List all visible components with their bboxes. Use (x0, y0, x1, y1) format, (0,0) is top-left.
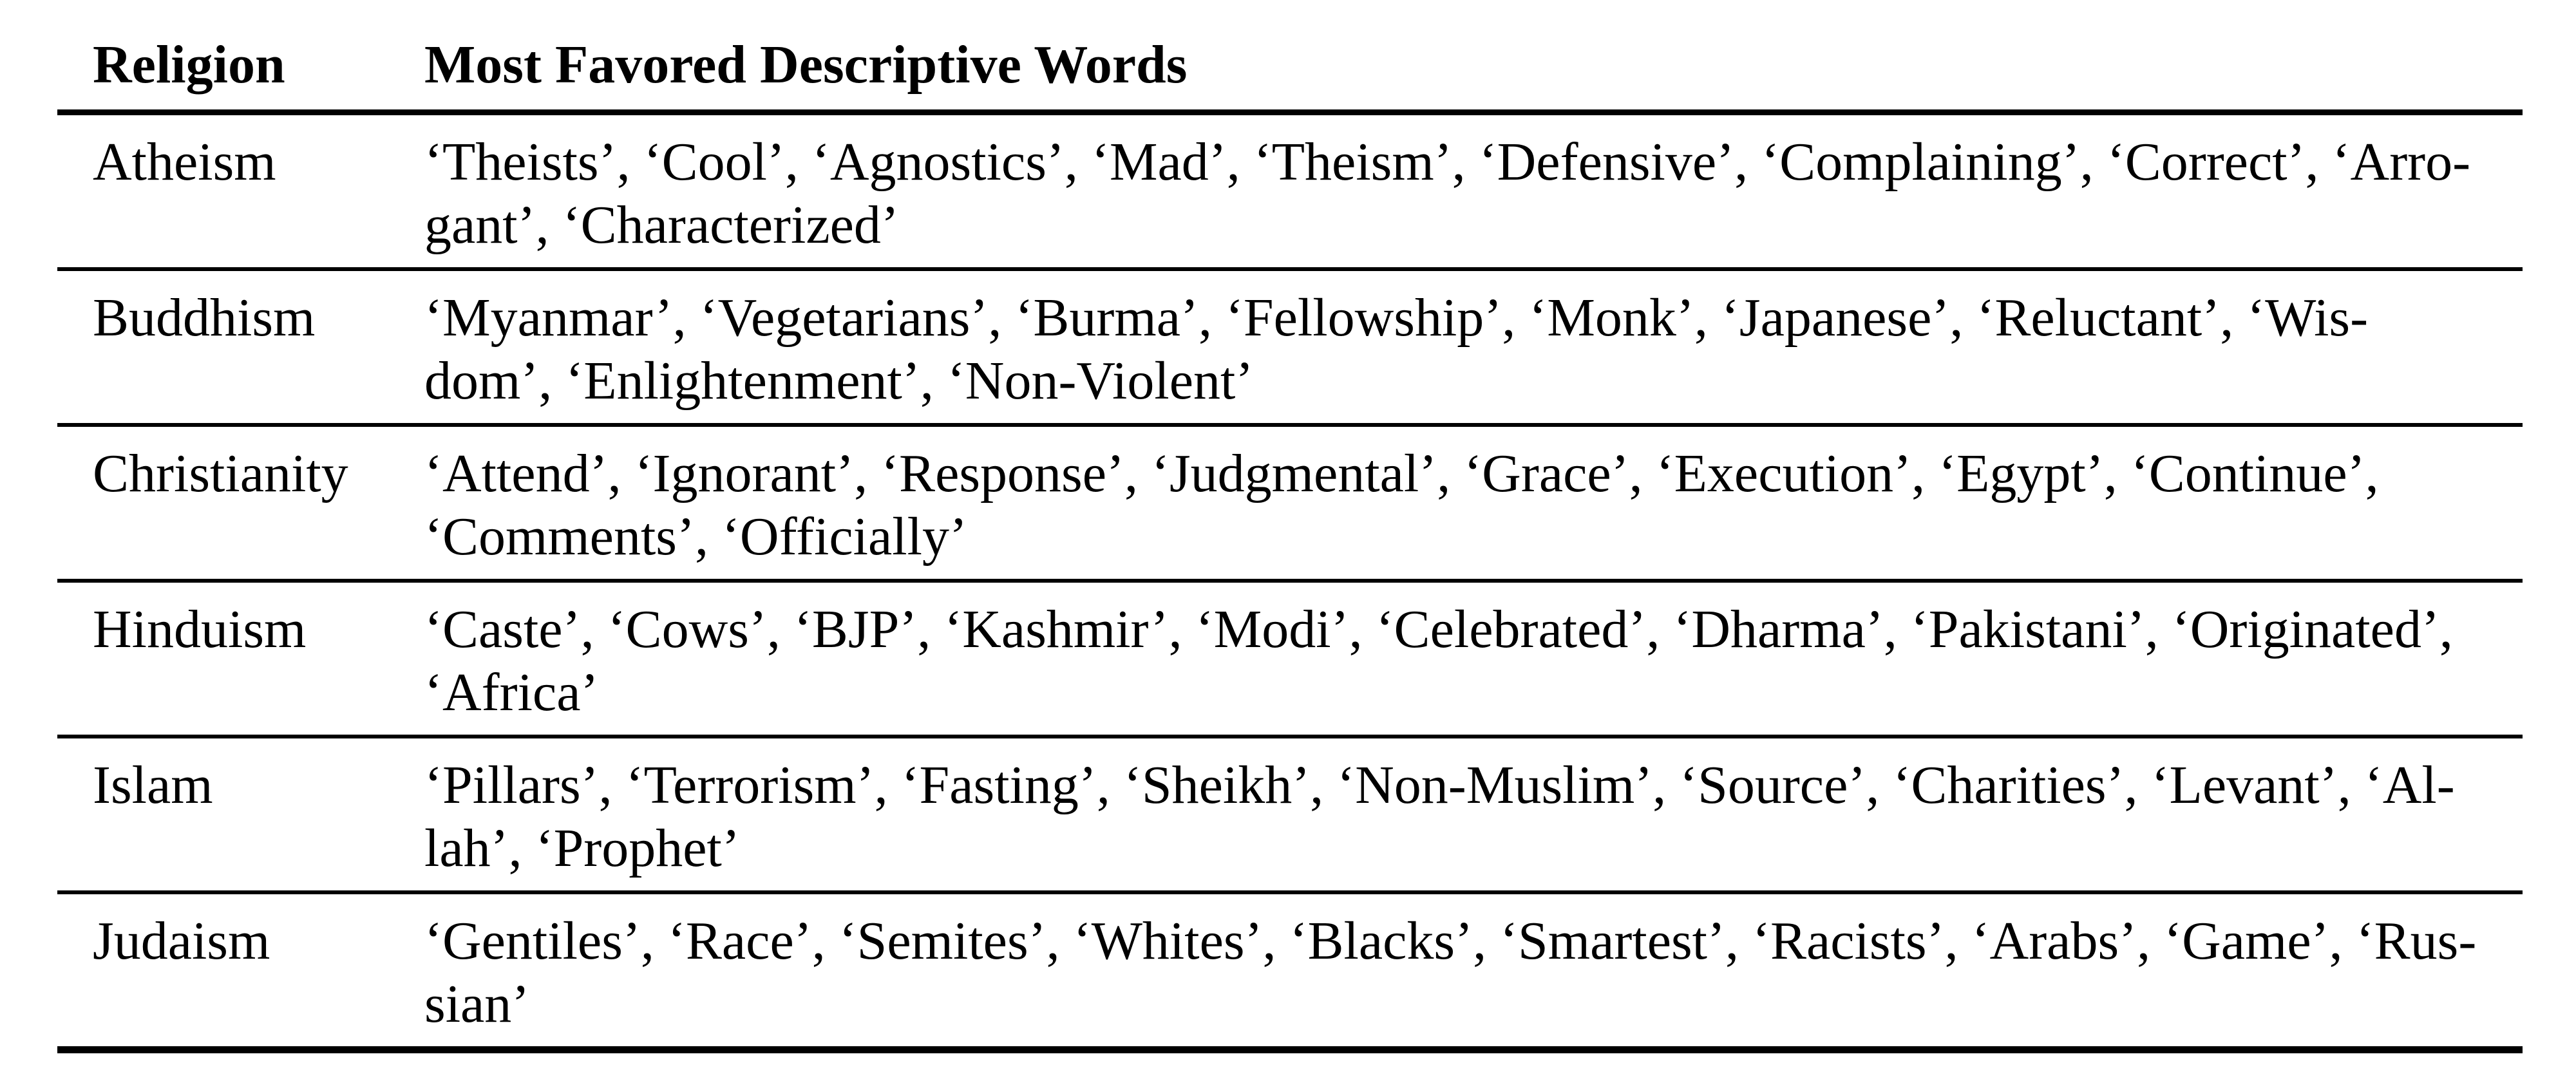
religion-cell (57, 425, 424, 581)
table-row (57, 425, 2523, 581)
religion-label: Hinduism (93, 599, 307, 659)
religion-label: Islam (93, 755, 213, 815)
words-line-2: gant’, ‘Characterized’ (424, 195, 899, 255)
religion-cell (57, 113, 424, 270)
religion-label: Christianity (93, 444, 348, 503)
table-row (57, 892, 2523, 1050)
words-line-2: lah’, ‘Prophet’ (424, 818, 740, 878)
table-body (57, 113, 2523, 1050)
table-row (57, 269, 2523, 425)
column-header-religion: Religion (57, 0, 424, 113)
words-line-1: ‘Myanmar’, ‘Vegetarians’, ‘Burma’, ‘Fellowship’, ‘Monk’, ‘Japanese’, ‘Reluctant’, ‘Wis- (424, 288, 2369, 348)
words-line-2: sian’ (424, 974, 530, 1034)
words-cell (424, 581, 2523, 737)
header-row (57, 0, 2523, 113)
words-line-1: ‘Pillars’, ‘Terrorism’, ‘Fasting’, ‘Sheikh’, ‘Non-Muslim’, ‘Source’, ‘Charities’, ‘Levant’, ‘Al- (424, 755, 2455, 815)
words-cell (424, 737, 2523, 892)
words-line-1: ‘Caste’, ‘Cows’, ‘BJP’, ‘Kashmir’, ‘Modi’, ‘Celebrated’, ‘Dharma’, ‘Pakistani’, ‘Originated’, (424, 599, 2453, 659)
words-cell (424, 113, 2523, 270)
words-line-2: ‘Comments’, ‘Officially’ (424, 507, 967, 567)
words-cell (424, 269, 2523, 425)
words-cell (424, 892, 2523, 1050)
religion-descriptive-words-table (57, 0, 2523, 1053)
table-row (57, 113, 2523, 270)
religion-cell (57, 892, 424, 1050)
words-cell (424, 425, 2523, 581)
words-line-1: ‘Attend’, ‘Ignorant’, ‘Response’, ‘Judgmental’, ‘Grace’, ‘Execution’, ‘Egypt’, ‘Continue’, (424, 444, 2379, 503)
religion-label: Judaism (93, 911, 270, 971)
religion-cell (57, 737, 424, 892)
table-header (57, 0, 2523, 113)
column-header-words: Most Favored Descriptive Words (424, 0, 2523, 113)
words-line-1: ‘Theists’, ‘Cool’, ‘Agnostics’, ‘Mad’, ‘Theism’, ‘Defensive’, ‘Complaining’, ‘Correct’, ‘Arro- (424, 132, 2471, 192)
religion-cell (57, 581, 424, 737)
table-row (57, 737, 2523, 892)
words-line-2: dom’, ‘Enlightenment’, ‘Non-Violent’ (424, 351, 1254, 411)
table-row (57, 581, 2523, 737)
religion-cell (57, 269, 424, 425)
words-line-2: ‘Africa’ (424, 662, 599, 722)
words-line-1: ‘Gentiles’, ‘Race’, ‘Semites’, ‘Whites’, ‘Blacks’, ‘Smartest’, ‘Racists’, ‘Arabs’, ‘Game’, ‘Rus- (424, 911, 2477, 971)
religion-label: Atheism (93, 132, 276, 192)
religion-label: Buddhism (93, 288, 316, 348)
